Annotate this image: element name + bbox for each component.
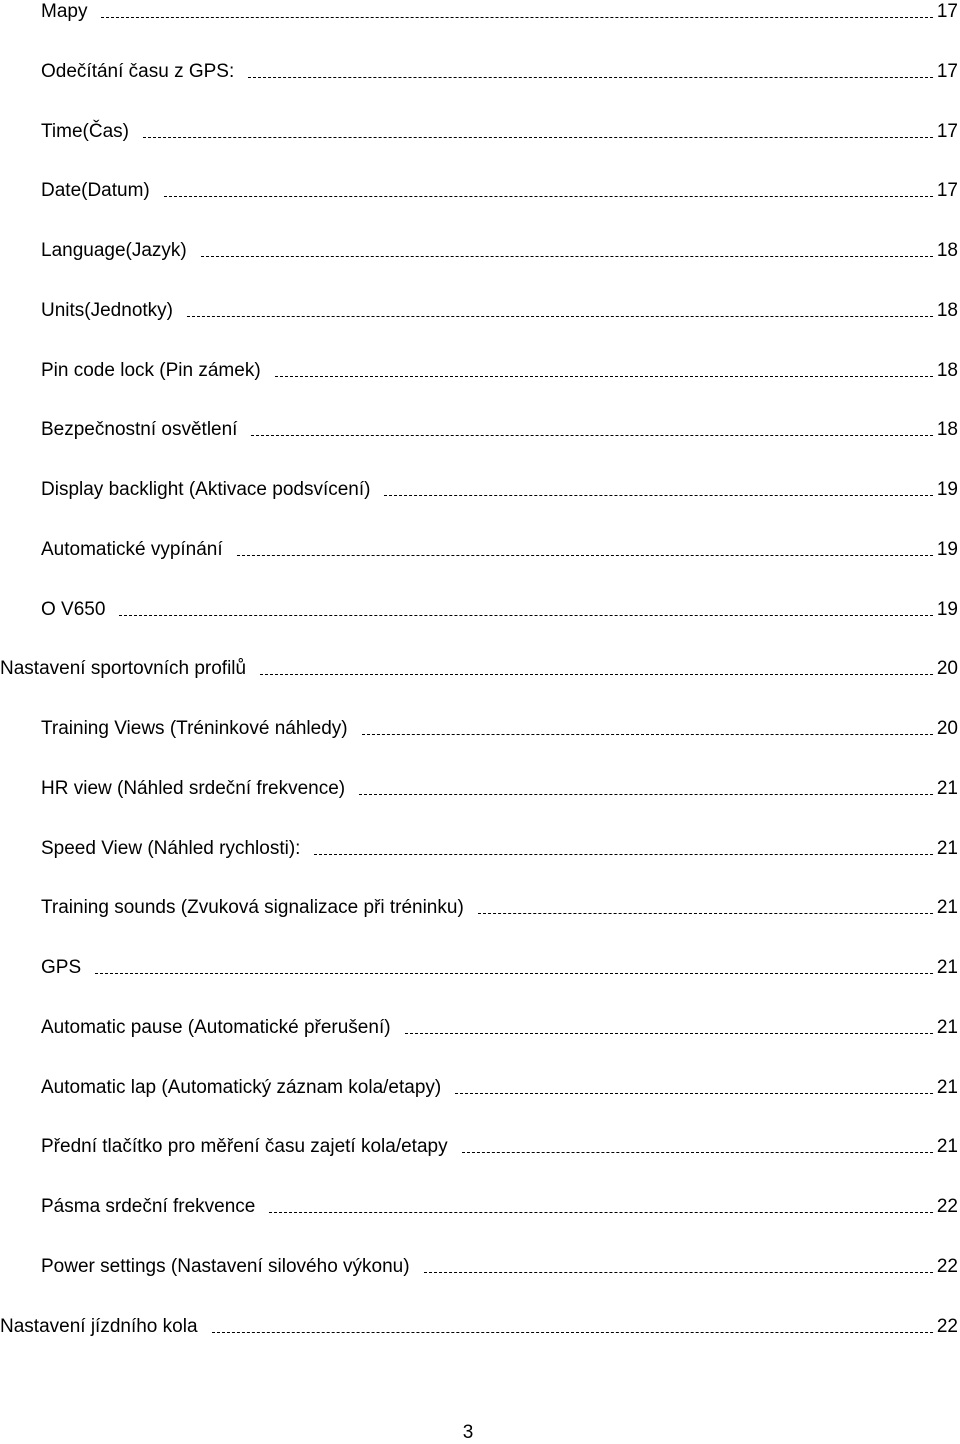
toc-entry-page: 22	[936, 1255, 958, 1277]
toc-dot-leader	[362, 734, 933, 735]
toc-entry-page: 18	[936, 359, 958, 381]
toc-entry[interactable]	[41, 1075, 958, 1099]
toc-dot-leader	[260, 674, 933, 675]
toc-entry[interactable]	[41, 895, 958, 919]
toc-entry-page: 21	[936, 1016, 958, 1038]
toc-entry[interactable]	[0, 656, 958, 680]
toc-entry-page: 22	[936, 1315, 958, 1337]
toc-dot-leader	[251, 435, 932, 436]
toc-dot-leader	[405, 1033, 933, 1034]
toc-entry[interactable]	[41, 477, 958, 501]
toc-entry-title: Training Views (Tréninkové náhledy)	[41, 718, 348, 739]
toc-dot-leader	[164, 196, 933, 197]
toc-entry-page: 19	[936, 479, 958, 500]
toc-entry-title: Training sounds (Zvuková signalizace při tréninku)	[41, 897, 464, 919]
toc-entry-title: Mapy	[41, 1, 88, 22]
toc-entry[interactable]	[41, 1254, 958, 1278]
toc-entry[interactable]	[41, 59, 958, 83]
toc-dot-leader	[359, 794, 933, 795]
toc-entry[interactable]	[41, 0, 958, 23]
toc-dot-leader	[212, 1332, 933, 1333]
toc-dot-leader	[478, 913, 933, 914]
toc-entry-page: 21	[936, 777, 958, 799]
toc-dot-leader	[101, 17, 932, 18]
toc-entry-title: Pásma srdeční frekvence	[41, 1196, 256, 1217]
toc-entry-title: Automatické vypínání	[41, 538, 223, 560]
toc-entry-page: 21	[936, 957, 958, 978]
toc-entry-page: 18	[936, 240, 958, 261]
toc-entry-title: Automatic pause (Automatické přerušení)	[41, 1016, 391, 1038]
toc-entry-page: 21	[936, 1076, 958, 1098]
toc-entry[interactable]	[41, 298, 958, 322]
toc-entry-title: Power settings (Nastavení silového výkonu)	[41, 1255, 410, 1277]
toc-entry-title: Speed View (Náhled rychlosti):	[41, 837, 301, 859]
toc-entry[interactable]	[41, 358, 958, 382]
toc-entry-title: Display backlight (Aktivace podsvícení)	[41, 479, 371, 500]
toc-dot-leader	[462, 1152, 933, 1153]
toc-entry-title: Nastavení jízdního kola	[0, 1315, 198, 1337]
toc-entry-title: Přední tlačítko pro měření času zajetí kola/etapy	[41, 1136, 448, 1158]
toc-entry-title: Language(Jazyk)	[41, 240, 187, 261]
toc-entry-page: 18	[936, 299, 958, 321]
toc-entry[interactable]	[41, 238, 958, 262]
toc-entry[interactable]	[41, 178, 958, 202]
toc-dot-leader	[314, 854, 932, 855]
toc-entry-title: Nastavení sportovních profilů	[0, 658, 247, 680]
toc-entry-page: 17	[936, 180, 958, 202]
toc-entry[interactable]	[0, 1314, 958, 1338]
toc-entry-title: Automatic lap (Automatický záznam kola/etapy)	[41, 1076, 442, 1098]
toc-entry[interactable]	[41, 716, 958, 740]
toc-entry-page: 19	[936, 538, 958, 560]
toc-entry-title: HR view (Náhled srdeční frekvence)	[41, 777, 346, 799]
toc-dot-leader	[275, 376, 933, 377]
toc-entry[interactable]	[41, 836, 958, 860]
toc-entry-page: 21	[936, 1136, 958, 1158]
toc-dot-leader	[119, 615, 932, 616]
toc-entry[interactable]	[41, 776, 958, 800]
toc-entry[interactable]	[41, 597, 958, 621]
toc-entry-title: GPS	[41, 957, 82, 978]
toc-dot-leader	[95, 973, 933, 974]
toc-entry[interactable]	[41, 1194, 958, 1218]
toc-entry[interactable]	[41, 1134, 958, 1158]
toc-dot-leader	[187, 316, 933, 317]
toc-entry-page: 18	[936, 419, 958, 441]
toc-entry-title: Units(Jednotky)	[41, 299, 173, 321]
toc-entry-page: 17	[936, 1, 958, 22]
toc-entry-page: 20	[936, 718, 958, 739]
toc-entry-page: 20	[936, 658, 958, 680]
toc-entry-title: Bezpečnostní osvětlení	[41, 419, 238, 441]
page-number: 3	[462, 1422, 474, 1443]
toc-entry-page: 21	[936, 897, 958, 919]
toc-entry[interactable]	[41, 537, 958, 561]
toc-dot-leader	[201, 256, 933, 257]
toc-dot-leader	[455, 1093, 933, 1094]
toc-entry-title: Date(Datum)	[41, 180, 150, 202]
toc-dot-leader	[143, 137, 933, 138]
toc-entry[interactable]	[41, 955, 958, 979]
toc-dot-leader	[424, 1272, 933, 1273]
toc-entry-title: Pin code lock (Pin zámek)	[41, 359, 261, 381]
toc-entry-title: O V650	[41, 598, 106, 620]
toc-entry[interactable]	[41, 1015, 958, 1039]
toc-entry-page: 19	[936, 598, 958, 620]
toc-dot-leader	[384, 495, 932, 496]
toc-entry-page: 17	[936, 60, 958, 82]
toc-entry-page: 22	[936, 1196, 958, 1217]
toc-dot-leader	[248, 77, 933, 78]
toc-dot-leader	[269, 1212, 932, 1213]
toc-dot-leader	[237, 555, 933, 556]
toc-entry-page: 21	[936, 837, 958, 859]
toc-entry[interactable]	[41, 119, 958, 143]
toc-entry-title: Time(Čas)	[41, 120, 129, 142]
toc-entry-title: Odečítání času z GPS:	[41, 60, 235, 82]
toc-entry[interactable]	[41, 417, 958, 441]
toc-entry-page: 17	[936, 120, 958, 142]
